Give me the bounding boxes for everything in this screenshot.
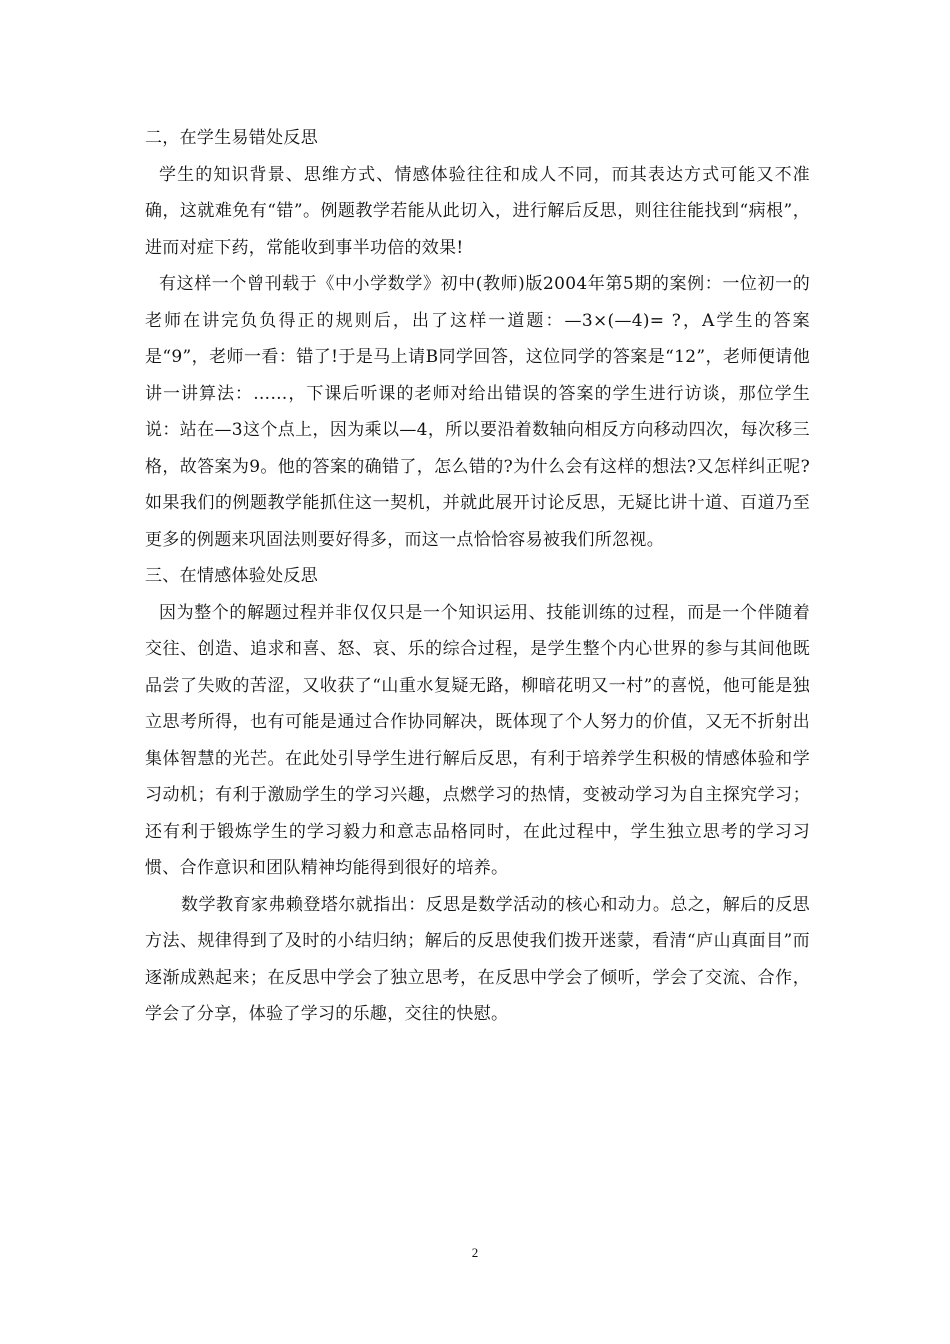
paragraph-case-study: 有这样一个曾刊载于《中小学数学》初中(教师)版2004年第5期的案例：一位初一的老师在讲完负负得正的规则后，出了这样一道题：—3×(—4)= ?，A学生的答案是“9”，老师一看：错了!于是马上请B同学回答，这位同学的答案是“12”，老师便请他讲一讲算法：……，下课后听课的老师对给出错误的答案的学生进行访谈，那位学生说：站在—3这个点上，因为乘以—4，所以要沿着数轴向相反方向移动四次，每次移三格，故答案为9。他的答案的确错了，怎么错的?为什么会有这样的想法?又怎样纠正呢?如果我们的例题教学能抓住这一契机，并就此展开讨论反思，无疑比讲十道、百道乃至更多的例题来巩固法则要好得多，而这一点恰恰容易被我们所忽视。 bbox=[145, 274, 810, 550]
document-body bbox=[145, 120, 810, 1033]
page-number: 2 bbox=[471, 1245, 479, 1260]
section-heading-errors: 二，在学生易错处反思 bbox=[145, 128, 318, 148]
section-heading-emotion: 三、在情感体验处反思 bbox=[145, 566, 318, 586]
paragraph-emotional-experience: 因为整个的解题过程并非仅仅只是一个知识运用、技能训练的过程，而是一个伴随着交往、创造、追求和喜、怒、哀、乐的综合过程，是学生整个内心世界的参与其间他既品尝了失败的苦涩，又收获了“山重水复疑无路，柳暗花明又一村”的喜悦，他可能是独立思考所得，也有可能是通过合作协同解决，既体现了个人努力的价值，又无不折射出集体智慧的光芒。在此处引导学生进行解后反思，有利于培养学生积极的情感体验和学习动机；有利于激励学生的学习兴趣，点燃学习的热情，变被动学习为自主探究学习；还有利于锻炼学生的学习毅力和意志品格同时，在此过程中，学生独立思考的学习习惯、合作意识和团队精神均能得到很好的培养。 bbox=[145, 602, 810, 878]
paragraph-conclusion: 数学教育家弗赖登塔尔就指出：反思是数学活动的核心和动力。总之，解后的反思方法、规律得到了及时的小结归纳；解后的反思使我们拨开迷蒙，看清“庐山真面目”而逐渐成熟起来；在反思中学会了独立思考，在反思中学会了倾听，学会了交流、合作，学会了分享，体验了学习的乐趣，交往的快慰。 bbox=[145, 894, 810, 1024]
paragraph-student-errors: 学生的知识背景、思维方式、情感体验往往和成人不同，而其表达方式可能又不准确，这就难免有“错”。例题教学若能从此切入，进行解后反思，则往往能找到“病根”，进而对症下药，常能收到事半功倍的效果! bbox=[145, 164, 810, 258]
